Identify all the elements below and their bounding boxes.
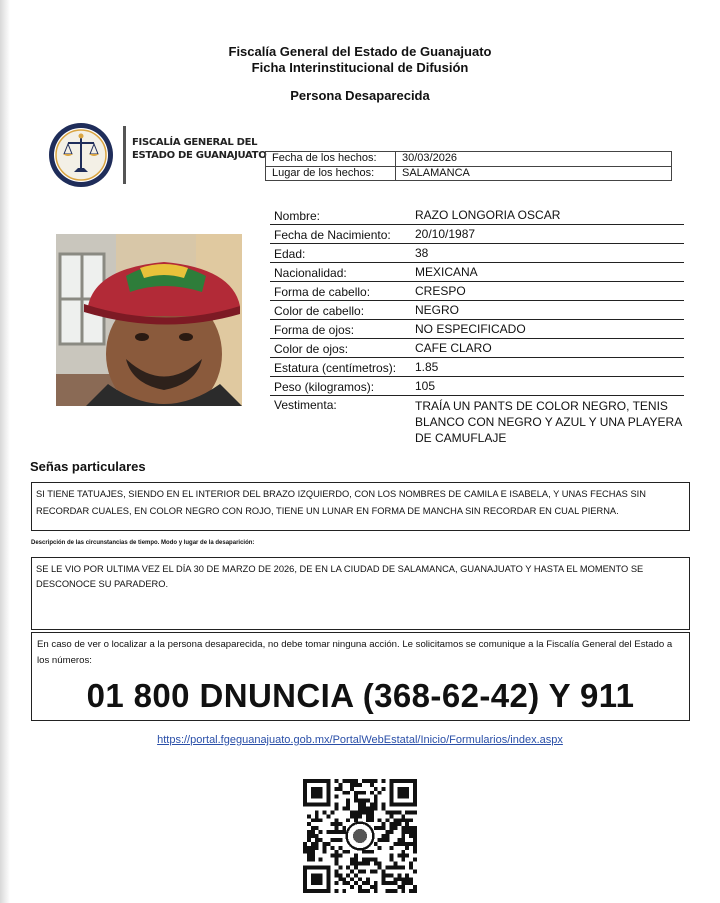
detail-value: 1.85 <box>415 360 439 374</box>
header-title-2: Ficha Interinstitucional de Difusión <box>251 60 469 75</box>
detail-row <box>270 301 684 320</box>
detail-row <box>270 244 684 263</box>
portal-link[interactable]: https://portal.fgeguanajuato.gob.mx/PortalWebEstatal/Inicio/Formularios/index.aspx <box>157 734 563 746</box>
senas-title: Señas particulares <box>30 459 146 474</box>
descripcion-caption: Descripción de las circunstancias de tiempo. Modo y lugar de la desaparición: <box>31 540 255 546</box>
detail-row <box>270 377 684 396</box>
person-photo <box>56 234 242 406</box>
qr-code-icon[interactable] <box>303 779 417 893</box>
logo-divider <box>123 126 126 184</box>
lugar-label: Lugar de los hechos: <box>266 167 396 180</box>
detail-label: Peso (kilogramos): <box>274 380 375 394</box>
contacto-message: En caso de ver o localizar a la persona desaparecida, no debe tomar ninguna acción. Le solicitamos se comunique a la Fiscalía General del Estado a los números: <box>37 639 673 666</box>
detail-row <box>270 396 684 447</box>
detail-label: Vestimenta: <box>274 398 337 412</box>
detail-row <box>270 206 684 225</box>
senas-box: SI TIENE TATUAJES, SIENDO EN EL INTERIOR DEL BRAZO IZQUIERDO, CON LOS NOMBRES DE CAMILA E ISABELA, Y UNAS FECHAS SIN RECORDAR CUALES, EN COLOR NEGRO CON ROJO, TIENE UN LUNAR EN FORMA DE MANCHA SIN RECORDAR EN CUAL PIERNA. <box>31 482 690 531</box>
detail-label: Estatura (centímetros): <box>274 361 397 375</box>
detail-label: Edad: <box>274 247 306 261</box>
detail-label: Nacionalidad: <box>274 266 347 280</box>
page-edge-shadow <box>0 0 10 903</box>
detail-value: CRESPO <box>415 284 466 298</box>
detail-row <box>270 225 684 244</box>
detail-row <box>270 263 684 282</box>
detail-value: RAZO LONGORIA OSCAR <box>415 208 561 222</box>
header-title-3: Persona Desaparecida <box>290 88 430 103</box>
institution-line-1: FISCALÍA GENERAL DEL <box>132 137 258 148</box>
detail-value: 20/10/1987 <box>415 227 476 241</box>
fecha-label: Fecha de los hechos: <box>266 152 396 166</box>
detail-value: NEGRO <box>415 303 460 317</box>
detail-value: 105 <box>415 379 436 393</box>
facts-row-fecha <box>266 152 671 166</box>
detail-label: Color de ojos: <box>274 342 349 356</box>
facts-row-lugar <box>266 166 671 180</box>
detail-row <box>270 282 684 301</box>
contacto-phone: 01 800 DNUNCIA (368-62-42) Y 911 <box>86 677 635 714</box>
lugar-value: SALAMANCA <box>402 167 470 179</box>
details-table <box>270 206 684 447</box>
fecha-value: 30/03/2026 <box>402 152 458 164</box>
detail-value: MEXICANA <box>415 265 478 279</box>
detail-label: Fecha de Nacimiento: <box>274 228 391 242</box>
institution-name <box>132 136 266 162</box>
detail-value: 38 <box>415 246 429 260</box>
detail-row <box>270 320 684 339</box>
detail-value: NO ESPECIFICADO <box>415 322 526 336</box>
detail-label: Nombre: <box>274 209 321 223</box>
detail-row <box>270 339 684 358</box>
detail-value: TRAÍA UN PANTS DE COLOR NEGRO, TENIS BLANCO CON NEGRO Y AZUL Y UNA PLAYERA DE CAMUFLAJE <box>415 399 682 445</box>
detail-row <box>270 358 684 377</box>
detail-label: Forma de ojos: <box>274 323 355 337</box>
detail-label: Forma de cabello: <box>274 285 371 299</box>
header-title-1: Fiscalía General del Estado de Guanajuato <box>228 44 492 59</box>
descripcion-box: SE LE VIO POR ULTIMA VEZ EL DÍA 30 DE MARZO DE 2026, DE EN LA CIUDAD DE SALAMANCA, GUANAJUATO Y HASTA EL MOMENTO SE DESCONOCE SU PARADERO. <box>31 557 690 630</box>
institution-line-2: ESTADO DE GUANAJUATO <box>132 150 267 161</box>
detail-value: CAFE CLARO <box>415 341 492 355</box>
detail-label: Color de cabello: <box>274 304 365 318</box>
contacto-box <box>31 632 690 721</box>
facts-table <box>265 151 672 181</box>
justice-seal-icon <box>48 122 114 188</box>
